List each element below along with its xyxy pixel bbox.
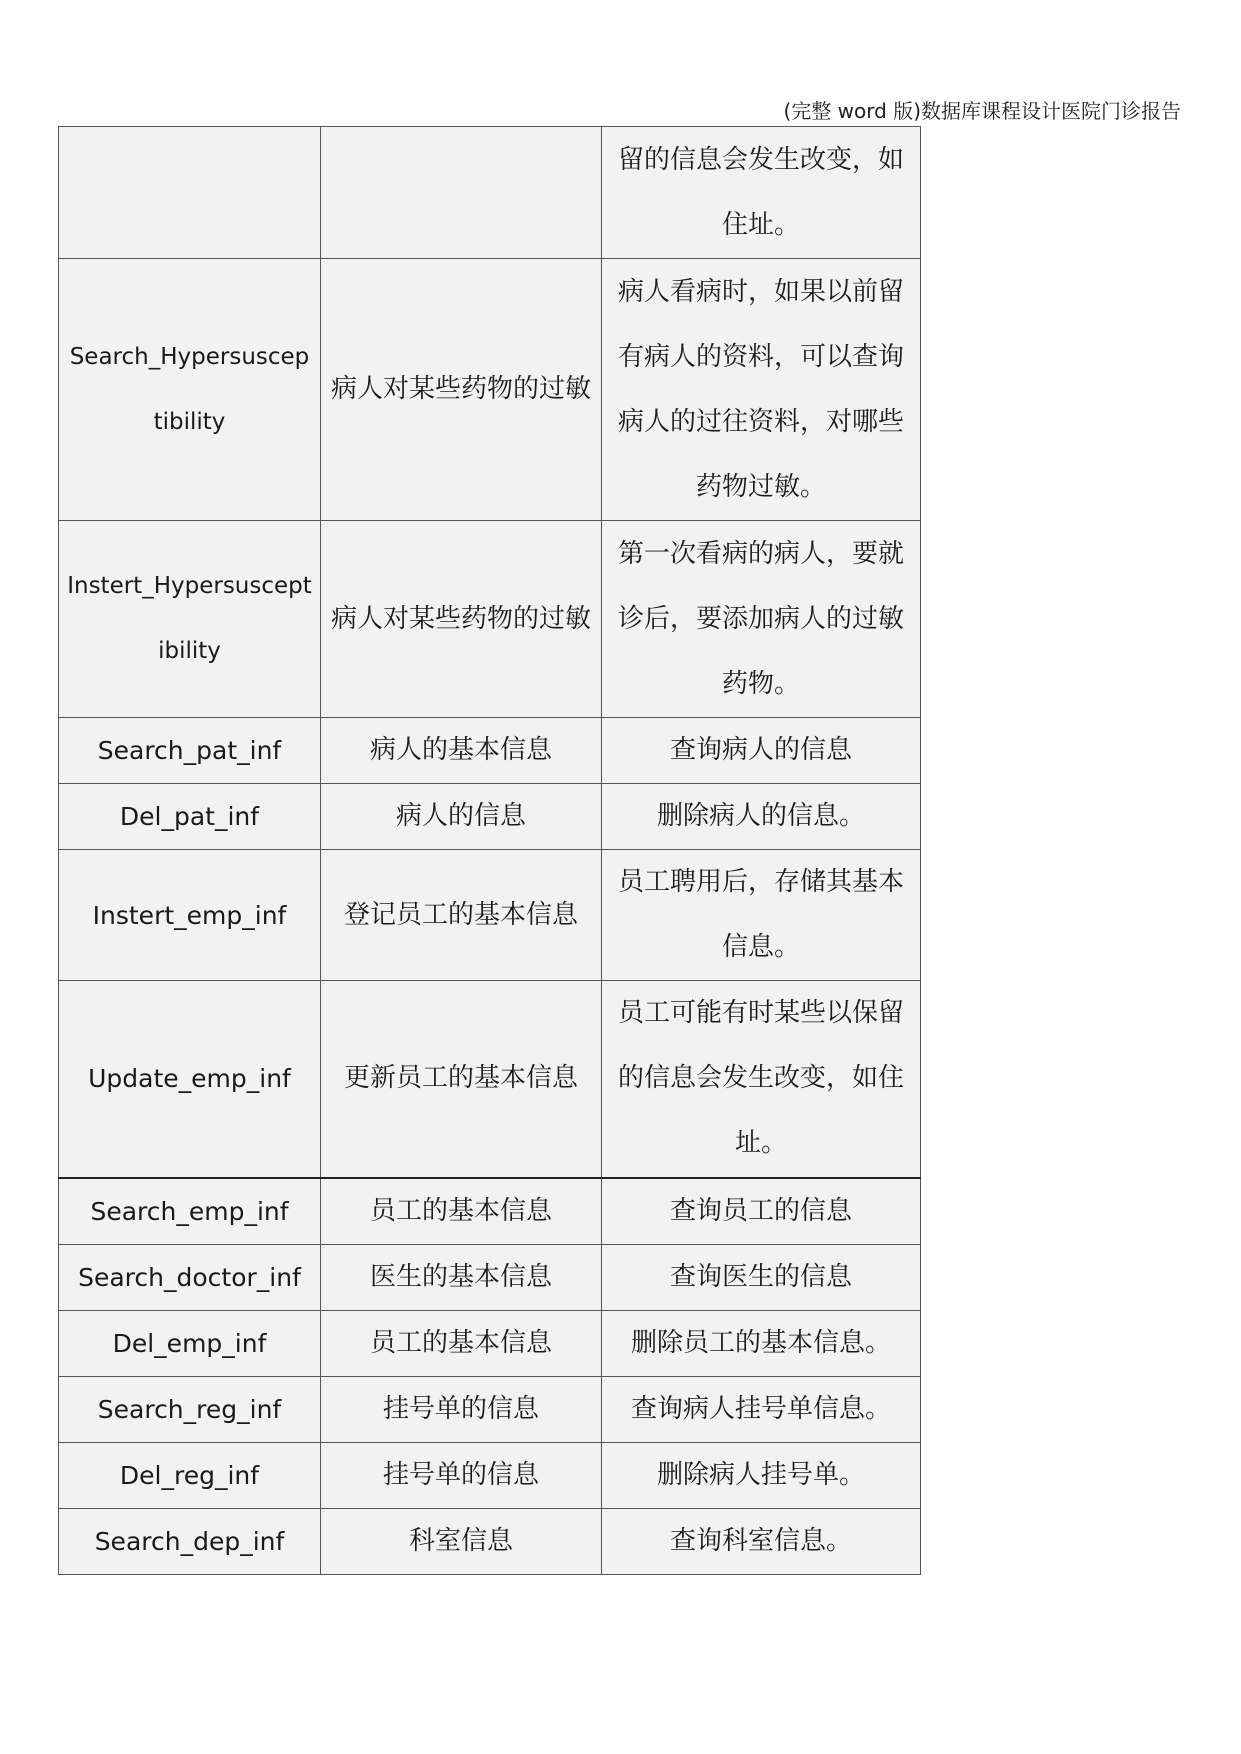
page-header: (完整 word 版)数据库课程设计医院门诊报告 [783, 99, 1181, 123]
cell-desc: 留的信息会发生改变，如住址。 [602, 127, 921, 259]
cell-object: 病人的信息 [321, 784, 602, 850]
cell-name [59, 127, 321, 259]
cell-name: Search_emp_inf [59, 1178, 321, 1245]
table-row [59, 981, 921, 1178]
table-row [59, 521, 921, 718]
table-row [59, 1376, 921, 1442]
cell-desc: 员工可能有时某些以保留的信息会发生改变，如住址。 [602, 981, 921, 1178]
cell-desc: 查询医生的信息 [602, 1244, 921, 1310]
cell-name: Search_pat_inf [59, 718, 321, 784]
table-row [59, 1508, 921, 1574]
cell-object: 病人对某些药物的过敏 [321, 521, 602, 718]
table-row [59, 1442, 921, 1508]
cell-desc: 第一次看病的病人，要就诊后，要添加病人的过敏药物。 [602, 521, 921, 718]
table-row [59, 1178, 921, 1245]
cell-object [321, 127, 602, 259]
cell-desc: 查询病人的信息 [602, 718, 921, 784]
cell-object: 医生的基本信息 [321, 1244, 602, 1310]
cell-name: Search_dep_inf [59, 1508, 321, 1574]
cell-name: Search_doctor_inf [59, 1244, 321, 1310]
cell-name: Instert_Hypersusceptibility [59, 521, 321, 718]
cell-name: Search_Hypersusceptibility [59, 259, 321, 521]
cell-object: 挂号单的信息 [321, 1442, 602, 1508]
table-row [59, 784, 921, 850]
cell-name: Del_reg_inf [59, 1442, 321, 1508]
cell-name: Del_pat_inf [59, 784, 321, 850]
cell-desc: 查询员工的信息 [602, 1178, 921, 1245]
cell-desc: 查询病人挂号单信息。 [602, 1376, 921, 1442]
cell-object: 员工的基本信息 [321, 1178, 602, 1245]
table-row [59, 1244, 921, 1310]
cell-object: 科室信息 [321, 1508, 602, 1574]
cell-name: Del_emp_inf [59, 1310, 321, 1376]
table-row [59, 850, 921, 981]
cell-name: Instert_emp_inf [59, 850, 321, 981]
cell-desc: 删除病人的信息。 [602, 784, 921, 850]
cell-desc: 删除员工的基本信息。 [602, 1310, 921, 1376]
table-row [59, 1310, 921, 1376]
cell-object: 病人对某些药物的过敏 [321, 259, 602, 521]
function-table [58, 126, 921, 1575]
cell-object: 挂号单的信息 [321, 1376, 602, 1442]
cell-desc: 查询科室信息。 [602, 1508, 921, 1574]
cell-name: Search_reg_inf [59, 1376, 321, 1442]
cell-name: Update_emp_inf [59, 981, 321, 1178]
table-row [59, 127, 921, 259]
function-table-body [59, 127, 921, 1575]
cell-desc: 删除病人挂号单。 [602, 1442, 921, 1508]
table-row [59, 718, 921, 784]
cell-object: 登记员工的基本信息 [321, 850, 602, 981]
table-row [59, 259, 921, 521]
cell-object: 更新员工的基本信息 [321, 981, 602, 1178]
cell-desc: 病人看病时，如果以前留有病人的资料，可以查询病人的过往资料，对哪些药物过敏。 [602, 259, 921, 521]
cell-object: 员工的基本信息 [321, 1310, 602, 1376]
cell-desc: 员工聘用后，存储其基本信息。 [602, 850, 921, 981]
cell-object: 病人的基本信息 [321, 718, 602, 784]
